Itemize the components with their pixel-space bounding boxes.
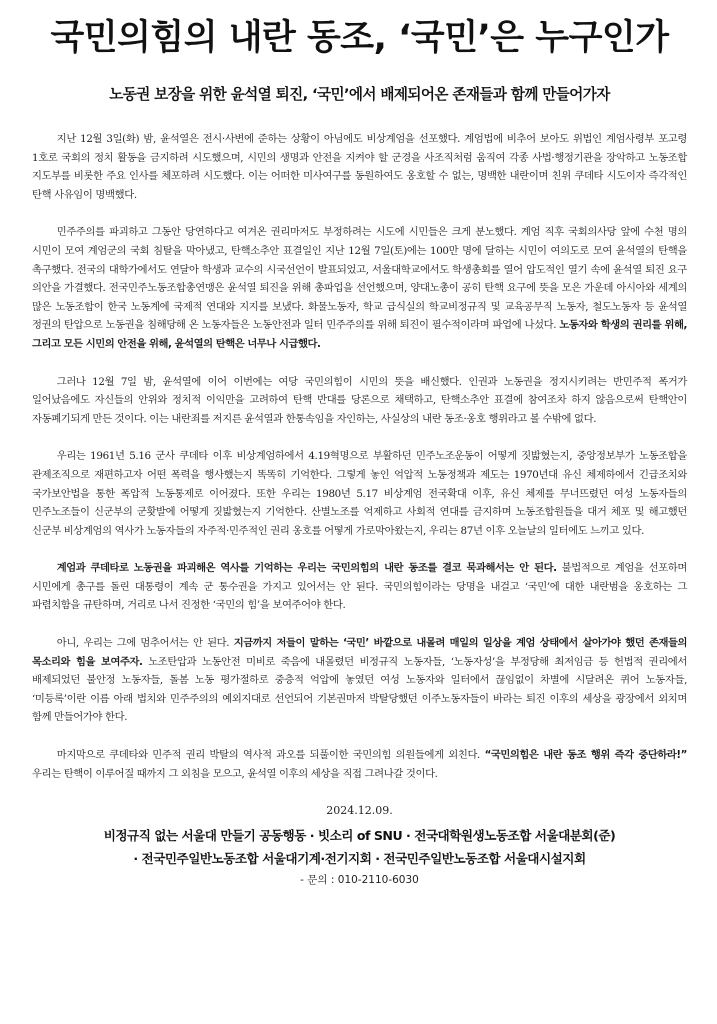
emphasized-text: 계엄과 쿠데타로 노동권을 파괴해온 역사를 기억하는 우리는 국민의힘의 내란 동조를 결코 묵과해서는 안 된다. xyxy=(56,562,557,575)
paragraph-text: 민주주의를 파괴하고 그동안 당연하다고 여겨온 권리마저도 부정하려는 시도에 시민들은 크게 분노했다. 계엄 직후 국회의사당 앞에 수천 명의 시민이 모여 계엄군의 국회 침탈을 막아냈고, 탄핵소추안 표결일인 지난 12월 7일(토)에는 100만 명에 달하는 시민이 여의도로 모여 윤석열의 탄핵을 촉구했다. 전국의 대학가에서도 연달아 학생과 교수의 시국선언이 발표되었고, 서울대학교에서도 학생총회를 열어 압도적인 열기 속에 윤석열 퇴진 요구 의안을 가결했다. 전국민주노동조합총연맹은 윤석열 퇴진을 위해 총파업을 선언했으며, 양대노총이 공히 탄핵 요구에 뜻을 모은 가운데 아시아와 세계의 많은 노동조합이 한국 노동계에 국제적 연대와 지지를 보냈다. 화물노동자, 학교 급식실의 학교비정규직 및 교육공무직 노동자, 철도노동자 등 윤석열 정권의 탄압으로 노동권을 침해당해 온 노동자들은 노동안전과 일터 민주주의를 위해 퇴진이 필수적이라며 파업에 나섰다. xyxy=(32,226,687,332)
paragraph xyxy=(32,746,687,783)
paragraph xyxy=(32,447,687,540)
paragraph xyxy=(32,373,687,429)
paragraph-text: 아니, 우리는 그에 멈추어서는 안 된다. xyxy=(56,637,234,650)
page-subtitle: 노동권 보장을 위한 윤석열 퇴진, ‘국민’에서 배제되어온 존재들과 함께 만들어가자 xyxy=(109,86,610,103)
paragraph-text: 지난 12월 3일(화) 밤, 윤석열은 전시·사변에 준하는 상황이 아님에도 비상계엄을 선포했다. 계엄법에 비추어 보아도 위법인 계엄사령부 포고령 1호로 국회의 정치 활동을 금지하려 시도했으며, 시민의 생명과 안전을 지켜야 할 군경을 사조직처럼 움직여 각종 사법·행정기관을 장악하고 노동조합 지도부를 비롯한 주요 인사를 체포하려 시도했다. 이는 어떠한 미사여구를 동원하여도 옹호할 수 없는, 명백한 내란이며 친위 쿠데타 시도이자 즉각적인 탄핵 사유임이 명백했다. xyxy=(32,133,687,201)
paragraph xyxy=(32,559,687,615)
paragraph-text: 불법적으로 계엄을 선포하며 시민에게 총구를 돌린 대통령이 계속 군 통수권을 가지고 있어서는 안 된다. 국민의힘이라는 당명을 내걸고 ‘국민’에 대한 내란범을 옹호하는 그 파렴치함을 규탄하며, 거리로 나서 진정한 ‘국민의 힘’을 보여주어야 한다. xyxy=(32,562,687,612)
paragraph-text: 노조탄압과 노동안전 미비로 죽음에 내몰렸던 비정규직 노동자들, ‘노동자성’을 부정당해 최저임금 등 헌법적 권리에서 배제되었던 불안정 노동자들, 돌봄 노동 평가절하로 중층적 억압에 놓였던 여성 노동자와 일터에서 끊임없이 차별에 시달려온 퀴어 노동자들, ‘미등록’이란 이름 아래 법치와 민주주의의 예외지대로 선언되어 기본권마저 박탈당했던 이주노동자들이 바라는 퇴진 이후의 세상을 광장에서 외치며 함께 만들어가야 한다. xyxy=(32,655,687,724)
paragraph-text: 우리는 탄핵이 이루어질 때까지 그 외침을 모으고, 윤석열 이후의 세상을 직접 그려나갈 것이다. xyxy=(32,767,438,780)
emphasized-text: “국민의힘은 내란 동조 행위 즉각 중단하라!” xyxy=(484,749,687,762)
signatories xyxy=(32,824,687,870)
statement-date: 2024.12.09. xyxy=(326,804,393,818)
signer-line: · 전국민주일반노동조합 서울대기계·전기지회 · 전국민주일반노동조합 서울대시설지회 xyxy=(133,851,586,867)
paragraph xyxy=(32,223,687,353)
paragraph-text: 우리는 1961년 5.16 군사 쿠데타 이후 비상계엄하에서 4.19혁명으로 부활하던 민주노조운동이 어떻게 짓밟혔는지, 중앙정보부가 노동조합을 관제조직으로 재편하고자 어떤 폭력을 행사했는지 똑똑히 기억한다. 그렇게 놓인 억압적 노동정책과 제도는 1970년대 유신 체제하에서 긴급조치와 국가보안법을 통한 폭압적 노동통제로 이어졌다. 또한 우리는 1980년 5.17 비상계엄 전국확대 이후, 유신 체제를 무너뜨렸던 여성 노동자들의 민주노조들이 신군부의 군홧발에 어떻게 짓밟혔는지 기억한다. 산별노조를 억제하고 사회적 연대를 금지하며 노동조합원들을 대거 체포 및 해고했던 신군부 비상계엄의 역사가 노동자들의 자주적·민주적인 권리 옹호를 어떻게 가로막아왔는지, 우리는 87년 이후 오늘날의 일터에도 느끼고 있다. xyxy=(32,450,687,537)
paragraph-text: 그러나 12월 7일 밤, 윤석열에 이어 이번에는 여당 국민의힘이 시민의 뜻을 배신했다. 인권과 노동권을 정지시키려는 반민주적 폭거가 일어났음에도 자신들의 안위와 정치적 이익만을 고려하여 탄핵 반대를 당론으로 채택하고, 탄핵소추안 표결에 참여조차 하지 않음으로써 탄핵안이 자동폐기되게 만든 것이다. 이는 내란죄를 저지른 윤석열과 한통속임을 자인하는, 사실상의 내란 동조·옹호 행위라고 볼 수밖에 없다. xyxy=(32,375,687,425)
emphasized-text: 지금까지 저들이 말하는 ‘국민’ 바깥으로 내몰려 매일의 일상을 계엄 상태에서 살아가야 했던 존재들의 목소리와 힘을 보여주자. xyxy=(32,637,687,668)
statement-body xyxy=(32,130,687,783)
paragraph xyxy=(32,634,687,727)
contact-info: - 문의 : 010-2110-6030 xyxy=(300,874,419,887)
paragraph xyxy=(32,130,687,204)
paragraph-text: 마지막으로 쿠데타와 민주적 권리 박탈의 역사적 과오를 되풀이한 국민의힘 의원들에게 외친다. xyxy=(56,749,485,762)
page-title: 국민의힘의 내란 동조, ‘국민’은 누구인가 xyxy=(50,18,669,58)
emphasized-text: 노동자와 학생의 권리를 위해, 그리고 모든 시민의 안전을 위해, 윤석열의 탄핵은 너무나 시급했다. xyxy=(32,319,688,350)
signer-line: 비정규직 없는 서울대 만들기 공동행동 · 빗소리 of SNU · 전국대학원생노동조합 서울대분회(준) xyxy=(103,828,616,844)
